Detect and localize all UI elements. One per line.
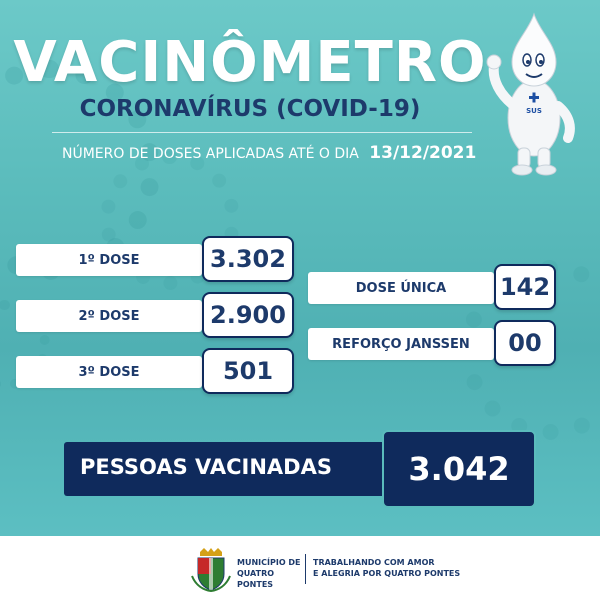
dose-3-value: 501 xyxy=(202,348,294,394)
motto-line-1: TRABALHANDO COM AMOR xyxy=(313,558,435,567)
reforco-janssen-label: REFORÇO JANSSEN xyxy=(308,328,494,360)
page-subtitle: CORONAVÍRUS (COVID-19) xyxy=(79,96,421,122)
footer-divider xyxy=(305,554,306,584)
dose-1-value: 3.302 xyxy=(202,236,294,282)
dose-unica-value: 142 xyxy=(494,264,556,310)
header-divider xyxy=(52,132,472,133)
mascot-badge: SUS xyxy=(526,107,542,115)
municipal-crest-icon xyxy=(190,546,232,592)
report-date: 13/12/2021 xyxy=(369,143,477,163)
page-title: VACINÔMETRO xyxy=(13,30,487,95)
dose-1-label: 1º DOSE xyxy=(16,244,202,276)
dose-2-label: 2º DOSE xyxy=(16,300,202,332)
dose-2-value: 2.900 xyxy=(202,292,294,338)
total-value: 3.042 xyxy=(382,430,536,508)
municipality-name xyxy=(237,557,309,590)
motto-line-2: E ALEGRIA POR QUATRO PONTES xyxy=(313,569,461,578)
municipality-line-1: MUNICÍPIO DE xyxy=(237,558,301,567)
footer-motto xyxy=(313,557,473,579)
municipality-line-2: QUATRO PONTES xyxy=(237,569,275,589)
doses-date-text: NÚMERO DE DOSES APLICADAS ATÉ O DIA xyxy=(62,146,359,162)
mascot-drop-icon xyxy=(478,8,588,176)
doses-date-line xyxy=(62,143,502,163)
dose-unica-label: DOSE ÚNICA xyxy=(308,272,494,304)
reforco-janssen-value: 00 xyxy=(494,320,556,366)
dose-3-label: 3º DOSE xyxy=(16,356,202,388)
total-label: PESSOAS VACINADAS xyxy=(80,455,332,479)
